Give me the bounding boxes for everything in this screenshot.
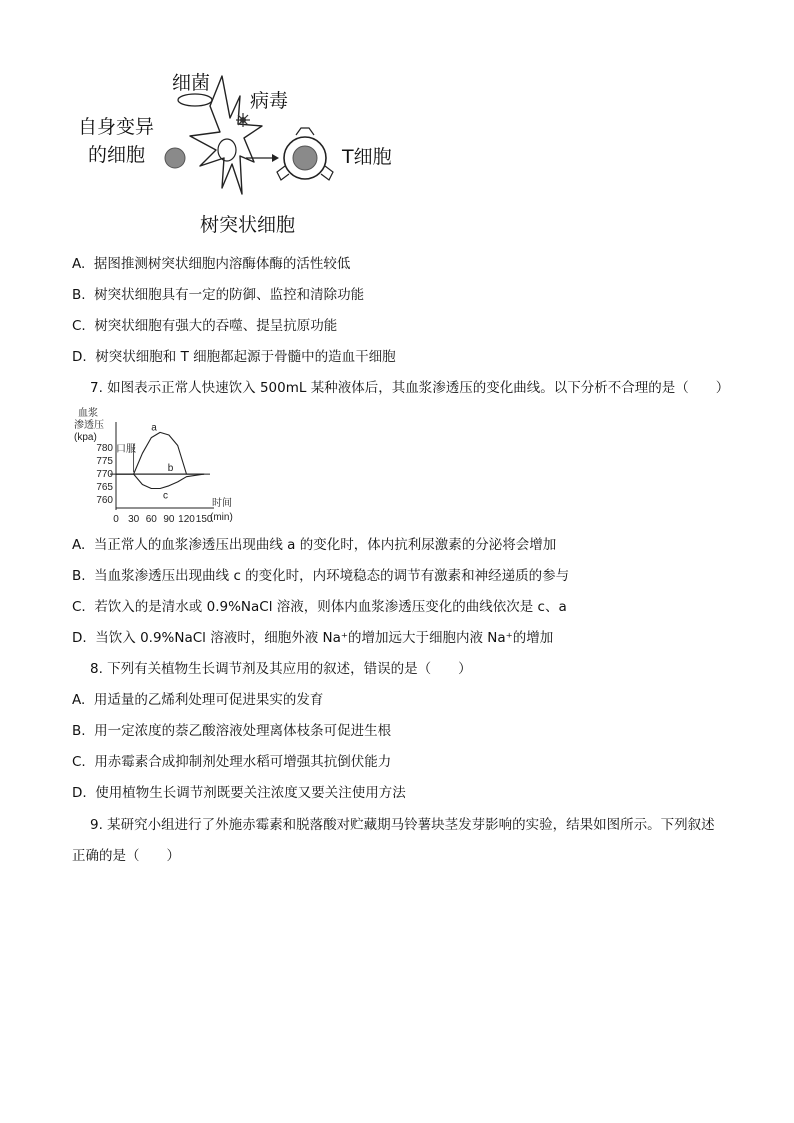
q6-option-d: D. 树突状细胞和 T 细胞都起源于骨髓中的造血干细胞 bbox=[72, 349, 396, 365]
virus-shape bbox=[236, 113, 250, 127]
chart-series-label-c: c bbox=[163, 490, 168, 502]
t-cell-label: T细胞 bbox=[342, 146, 392, 168]
chart-annotation-oral: 口服 bbox=[116, 444, 136, 455]
q8-option-d: D. 使用植物生长调节剂既要关注浓度又要关注使用方法 bbox=[72, 785, 406, 801]
chart-x-tick-label: 90 bbox=[163, 514, 175, 525]
q8-option-a: A. 用适量的乙烯利处理可促进果实的发育 bbox=[72, 692, 324, 708]
bacteria-label: 细菌 bbox=[172, 72, 211, 94]
chart-y-tick-label: 760 bbox=[96, 495, 113, 507]
dendritic-nucleus-shape bbox=[218, 139, 236, 161]
q7-stem: 7. 如图表示正常人快速饮入 500mL 某种液体后，其血浆渗透压的变化曲线。以下分析不合理的是（ ） bbox=[90, 380, 730, 396]
plasma-osmotic-chart bbox=[72, 404, 242, 526]
chart-series-label-a: a bbox=[151, 422, 157, 434]
chart-xlabel-unit: (min) bbox=[210, 512, 233, 523]
q7-option-d: D. 当饮入 0.9%NaCl 溶液时，细胞外液 Na⁺的增加远大于细胞内液 Na⁺的增加 bbox=[72, 630, 554, 646]
self-mutant-label-line2: 的细胞 bbox=[88, 144, 146, 166]
q7-option-c: C. 若饮入的是清水或 0.9%NaCl 溶液，则体内血浆渗透压变化的曲线依次是 c、a bbox=[72, 599, 567, 615]
chart-y-tick-label: 765 bbox=[96, 482, 113, 494]
virus-label: 病毒 bbox=[250, 90, 289, 112]
q7-option-b: B. 当血浆渗透压出现曲线 c 的变化时，内环境稳态的调节有激素和神经递质的参与 bbox=[72, 568, 570, 584]
t-cell-receptor-top bbox=[296, 128, 314, 135]
q7-option-a: A. 当正常人的血浆渗透压出现曲线 a 的变化时，体内抗利尿激素的分泌将会增加 bbox=[72, 537, 557, 553]
chart-x-tick-label: 150 bbox=[195, 514, 213, 525]
q6-option-b: B. 树突状细胞具有一定的防御、监控和清除功能 bbox=[72, 287, 365, 303]
chart-series-label-b: b bbox=[167, 463, 174, 475]
q9-stem-line1: 9. 某研究小组进行了外施赤霉素和脱落酸对贮藏期马铃薯块茎发芽影响的实验，结果如图所示。下列叙述 bbox=[90, 817, 715, 833]
q6-option-a: A. 据图推测树突状细胞内溶酶体酶的活性较低 bbox=[72, 256, 351, 272]
chart-series-c bbox=[116, 474, 204, 488]
chart-ylabel-line1: 血浆 bbox=[78, 408, 98, 419]
chart-y-tick-label: 780 bbox=[96, 443, 113, 455]
q8-option-b: B. 用一定浓度的萘乙酸溶液处理离体枝条可促进生根 bbox=[72, 723, 392, 739]
chart-y-tick-label: 775 bbox=[96, 456, 113, 468]
chart-xlabel-line1: 时间 bbox=[212, 498, 232, 509]
chart-x-tick-label: 120 bbox=[178, 514, 195, 525]
self-mutant-label-line1: 自身变异 bbox=[78, 116, 155, 138]
chart-x-tick-label: 60 bbox=[145, 514, 157, 525]
dendritic-cell-figure bbox=[72, 66, 412, 246]
bacteria-shape bbox=[178, 94, 212, 106]
chart-x-tick-label: 30 bbox=[128, 514, 140, 525]
dendritic-cell-label: 树突状细胞 bbox=[200, 214, 296, 236]
q6-option-c: C. 树突状细胞有强大的吞噬、提呈抗原功能 bbox=[72, 318, 338, 334]
chart-y-tick-label: 770 bbox=[96, 469, 113, 481]
q8-option-c: C. 用赤霉素合成抑制剂处理水稻可增强其抗倒伏能力 bbox=[72, 754, 392, 770]
t-cell-nucleus-shape bbox=[293, 146, 317, 170]
q9-stem-line2: 正确的是（ ） bbox=[72, 848, 180, 864]
chart-x-tick-label: 0 bbox=[113, 514, 119, 525]
mutant-cell-shape bbox=[165, 148, 185, 168]
q8-stem: 8. 下列有关植物生长调节剂及其应用的叙述，错误的是（ ） bbox=[90, 661, 472, 677]
chart-ylabel-unit: (kpa) bbox=[74, 432, 97, 443]
chart-ylabel-line2: 渗透压 bbox=[74, 420, 104, 431]
